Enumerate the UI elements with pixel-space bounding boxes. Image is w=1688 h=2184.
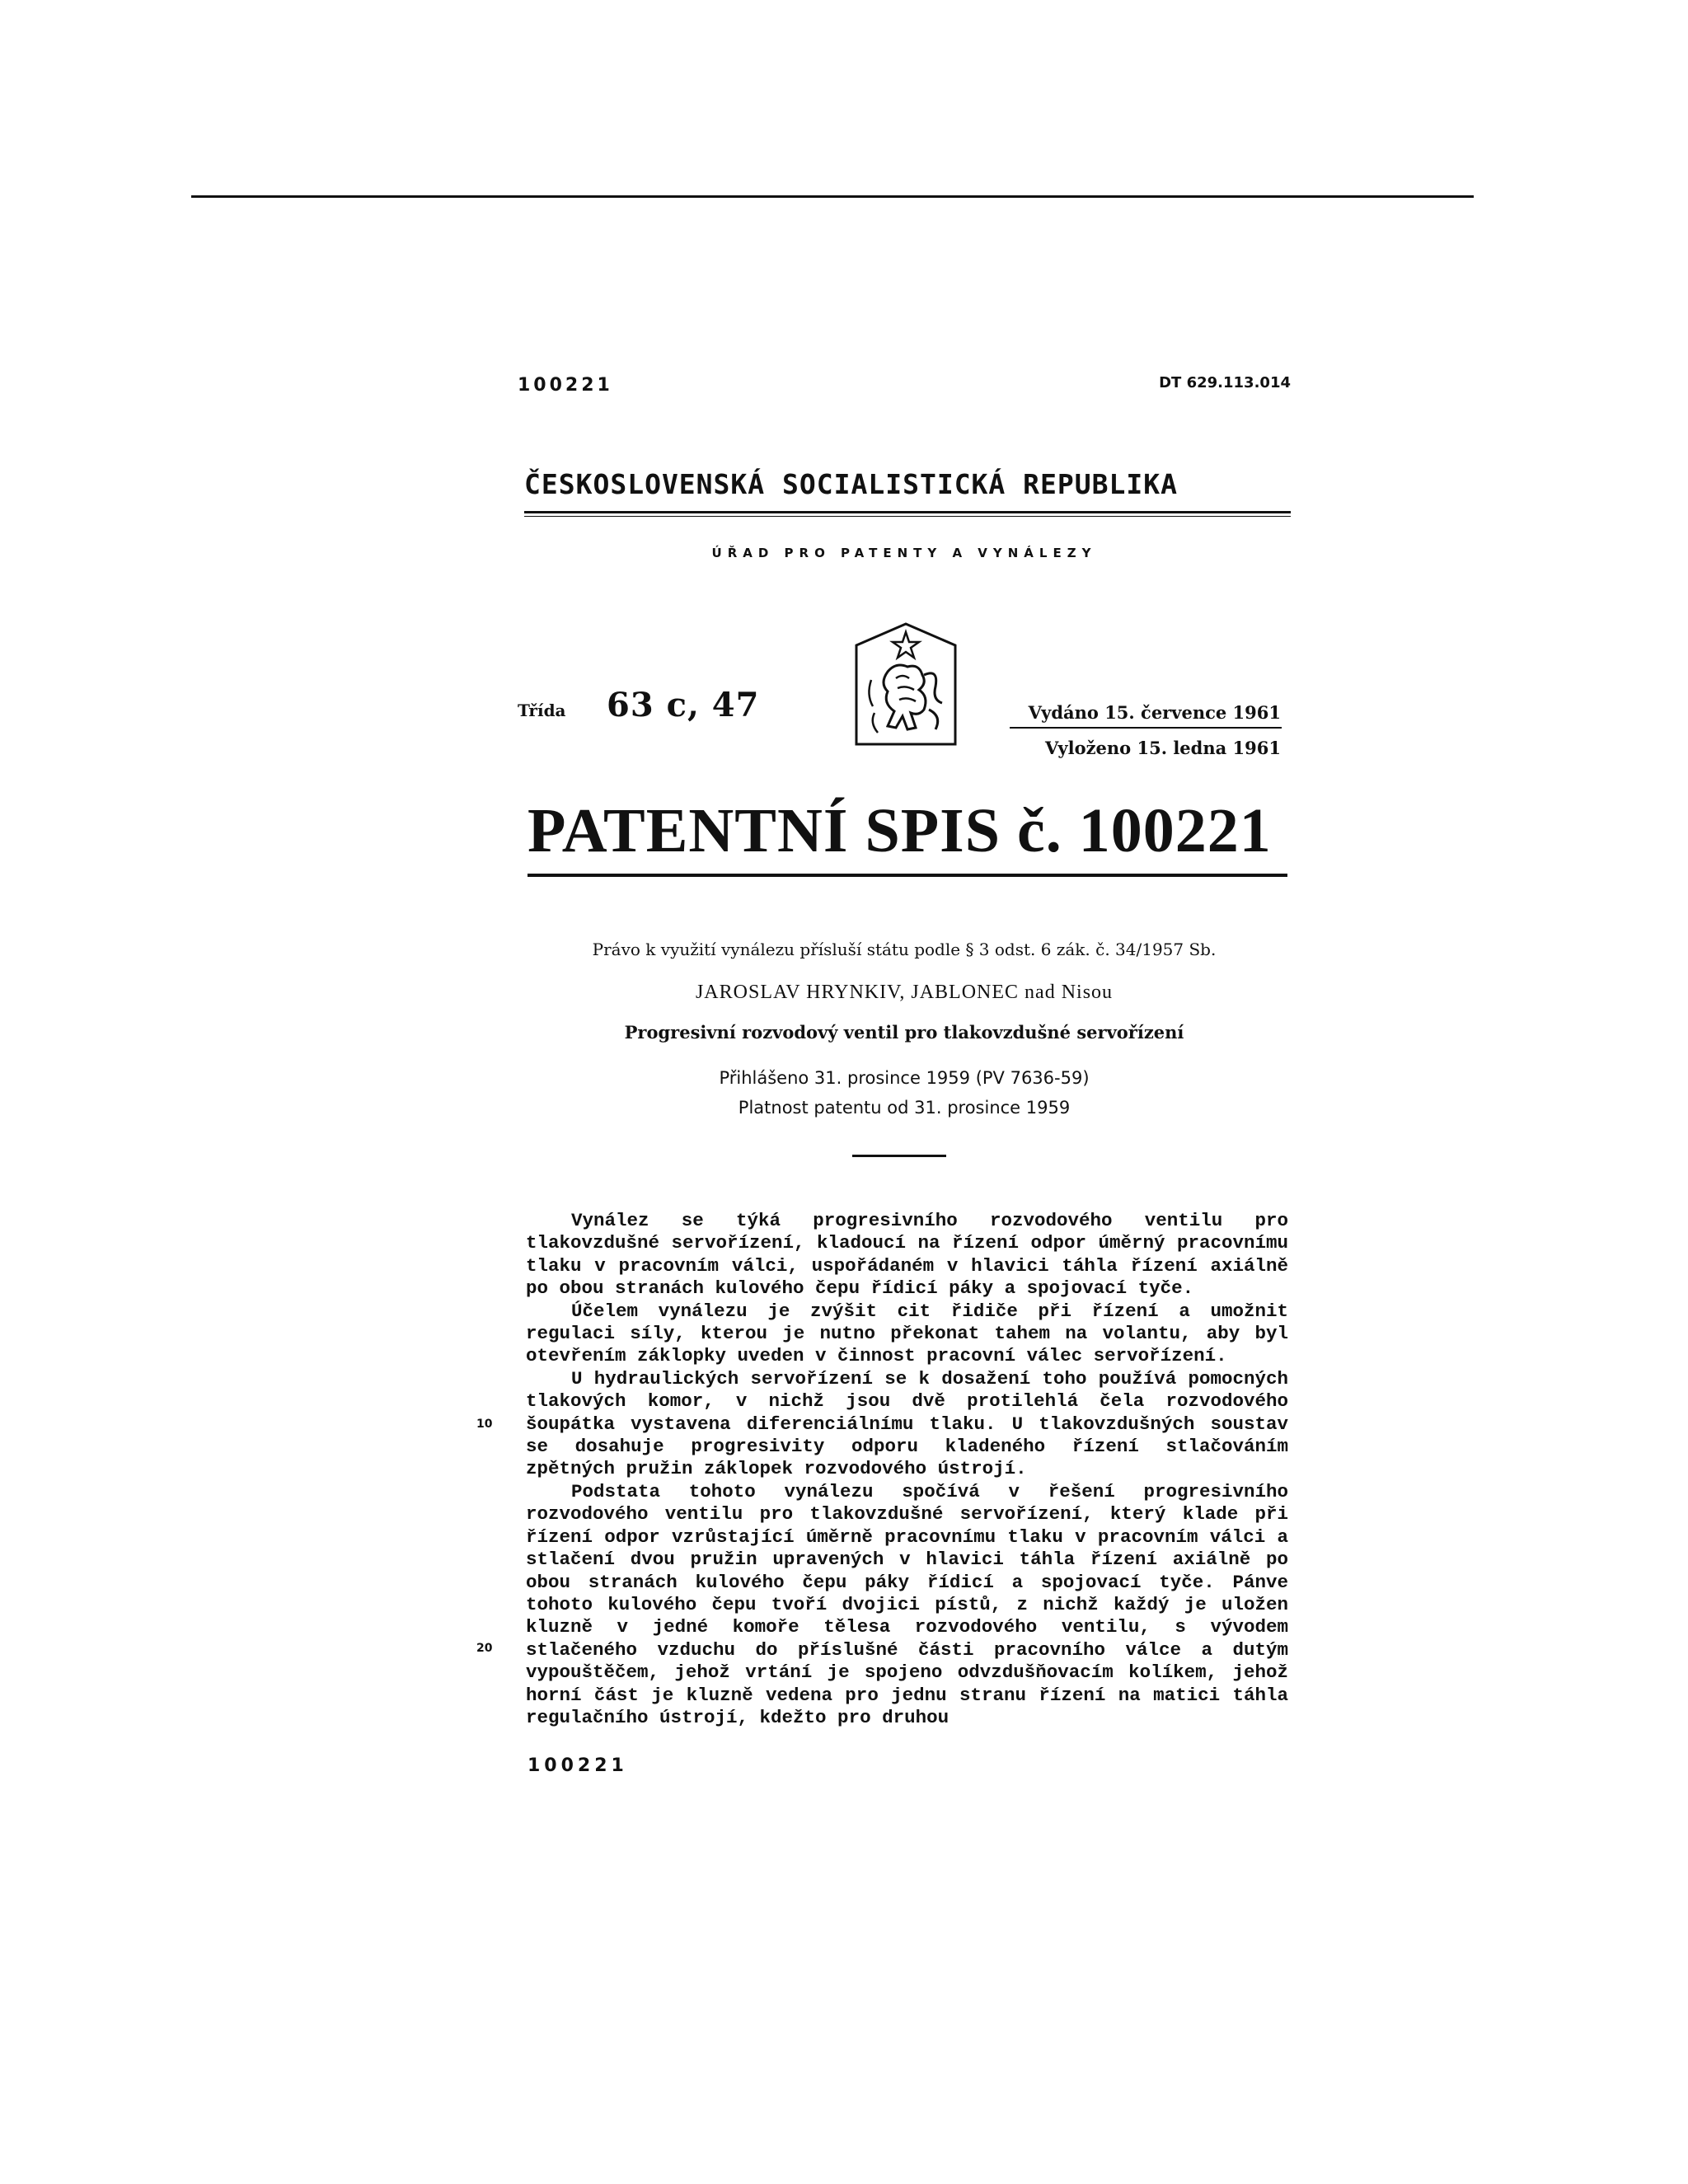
section-divider [852,1155,946,1157]
dt-code: DT 629.113.014 [1159,374,1291,391]
rights-statement: Právo k využití vynálezu přísluší státu podle § 3 odst. 6 zák. č. 34/1957 Sb. [592,940,1217,959]
coat-of-arms-lion-icon [850,621,962,749]
title-rule [528,874,1287,877]
issued-date: Vydáno 15. července 1961 [1028,702,1281,723]
document-title: PATENTNÍ SPIS č. 100221 [528,796,1272,865]
validity-date: Platnost patentu od 31. prosince 1959 [738,1098,1071,1118]
page-footer-number: 100221 [528,1755,628,1776]
class-label: Třída [518,701,566,720]
paragraph: Vynález se týká progresivního rozvodového ventilu pro tlakovzdušné servořízení, kladoucí na řízení odpor úměrný pracovnímu tlaku v pracovním válci, uspořádaném v hlavici táhla řízení axiálně po obou stranách kulového čepu řídicí páky a spojovací tyče. [526,1210,1288,1300]
paragraph: U hydraulických servořízení se k dosažení toho používá pomocných tlakových komor, v nichž jsou dvě protilehlá čela rozvodového šoupátka vystavena diferenciálnímu tlaku. U tlakovzdušných soustav se dosahuje progresivity odporu kladeného řízení stlačováním zpětných pružin záklopek rozvodového ústrojí. [526,1367,1288,1480]
state-name: ČESKOSLOVENSKÁ SOCIALISTICKÁ REPUBLIKA [524,468,1178,500]
line-number: 20 [476,1642,493,1655]
paragraph: Podstata tohoto vynálezu spočívá v řešení progresivního rozvodového ventilu pro tlakovzdušné servořízení, který klade při řízení odpor vzrůstající úměrně pracovnímu tlaku v pracovním válci a stlačení dvou pružin upravených v hlavici táhla řízení axiálně po obou stranách kulového čepu páky řídicí a spojovací tyče. Pánve tohoto kulového čepu tvoří dvojici pístů, z nichž každý je uložen kluzně v jedné komoře tělesa rozvodového ventilu, s vývodem stlačeného vzduchu do příslušné části pracovního válce a dutým vypouštěčem, jehož vrtání je spojeno odvzdušňovacím kolíkem, jehož horní část je kluzně vedena pro jednu stranu řízení na matici táhla regulačního ústrojí, kdežto pro druhou [526,1480,1288,1728]
description-body [526,1210,1288,1729]
class-value: 63 c, 47 [607,686,760,724]
masthead-rule [524,511,1291,513]
line-number: 10 [476,1418,493,1431]
paragraph: Účelem vynálezu je zvýšit cit řidiče při řízení a umožnit regulaci síly, kterou je nutno překonat tahem na volantu, aby byl otevřením záklopky uveden v činnost pracovní válec servořízení. [526,1300,1288,1367]
masthead-rule-thin [524,516,1291,517]
inventor: JAROSLAV HRYNKIV, JABLONEC nad Nisou [695,982,1114,1003]
patent-number-header: 100221 [518,375,613,396]
laid-out-date: Vyloženo 15. ledna 1961 [1044,738,1281,758]
office-name: ÚŘAD PRO PATENTY A VYNÁLEZY [711,546,1097,560]
invention-title: Progresivní rozvodový ventil pro tlakovzdušné servořízení [624,1022,1184,1043]
top-rule [191,195,1474,198]
filing-date: Přihlášeno 31. prosince 1959 (PV 7636-59) [719,1068,1090,1088]
dates-divider [1010,727,1282,729]
